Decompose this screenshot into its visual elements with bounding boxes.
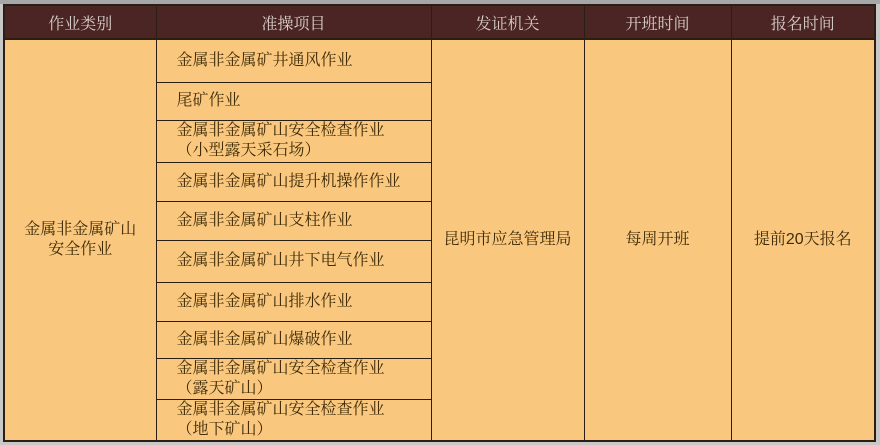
text-line: （地下矿山） [176, 420, 273, 438]
text-line: 金属非金属矿山排水作业 [176, 292, 353, 310]
operation-item-cell [156, 82, 431, 120]
operation-item-cell [156, 399, 431, 441]
text-line: 金属非金属矿山支柱作业 [176, 211, 353, 229]
operation-item-cell [156, 240, 431, 282]
header-permitted-operations: 准操项目 [156, 5, 431, 39]
text-line: 金属非金属矿山安全检查作业 [176, 122, 385, 139]
operation-item-cell [156, 201, 431, 240]
header-job-category: 作业类别 [4, 5, 156, 39]
text-line: 提前20天报名 [753, 231, 852, 248]
training-schedule-table [3, 4, 876, 442]
operation-item-cell [156, 282, 431, 321]
operation-item-cell [156, 162, 431, 201]
header-row [4, 5, 875, 39]
text-line: （露天矿山） [176, 379, 273, 397]
operation-item-cell [156, 120, 431, 162]
text-line: 金属非金属矿山爆破作业 [176, 330, 353, 348]
header-registration-time: 报名时间 [731, 5, 875, 39]
text-line: （小型露天采石场） [176, 142, 321, 159]
text-line: 金属非金属矿山提升机操作作业 [176, 172, 401, 190]
header-issuing-authority: 发证机关 [431, 5, 584, 39]
text-line: 昆明市应急管理局 [443, 231, 572, 248]
job-category-cell [4, 39, 156, 441]
text-line: 每周开班 [625, 231, 690, 248]
text-line: 安全作业 [48, 241, 113, 258]
class-schedule-cell [584, 39, 731, 441]
text-line: 金属非金属矿井通风作业 [176, 51, 353, 69]
text-line: 金属非金属矿山安全检查作业 [176, 359, 385, 377]
operation-item-cell [156, 321, 431, 358]
text-line: 金属非金属矿山 [24, 221, 137, 238]
text-line: 尾矿作业 [176, 92, 241, 109]
text-line: 金属非金属矿山井下电气作业 [176, 252, 385, 269]
registration-time-cell [731, 39, 875, 441]
operation-item-cell [156, 358, 431, 399]
issuing-authority-cell [431, 39, 584, 441]
operation-item-row [4, 39, 875, 82]
header-class-start-time: 开班时间 [584, 5, 731, 39]
operation-item-cell [156, 39, 431, 82]
text-line: 金属非金属矿山安全检查作业 [176, 400, 385, 418]
